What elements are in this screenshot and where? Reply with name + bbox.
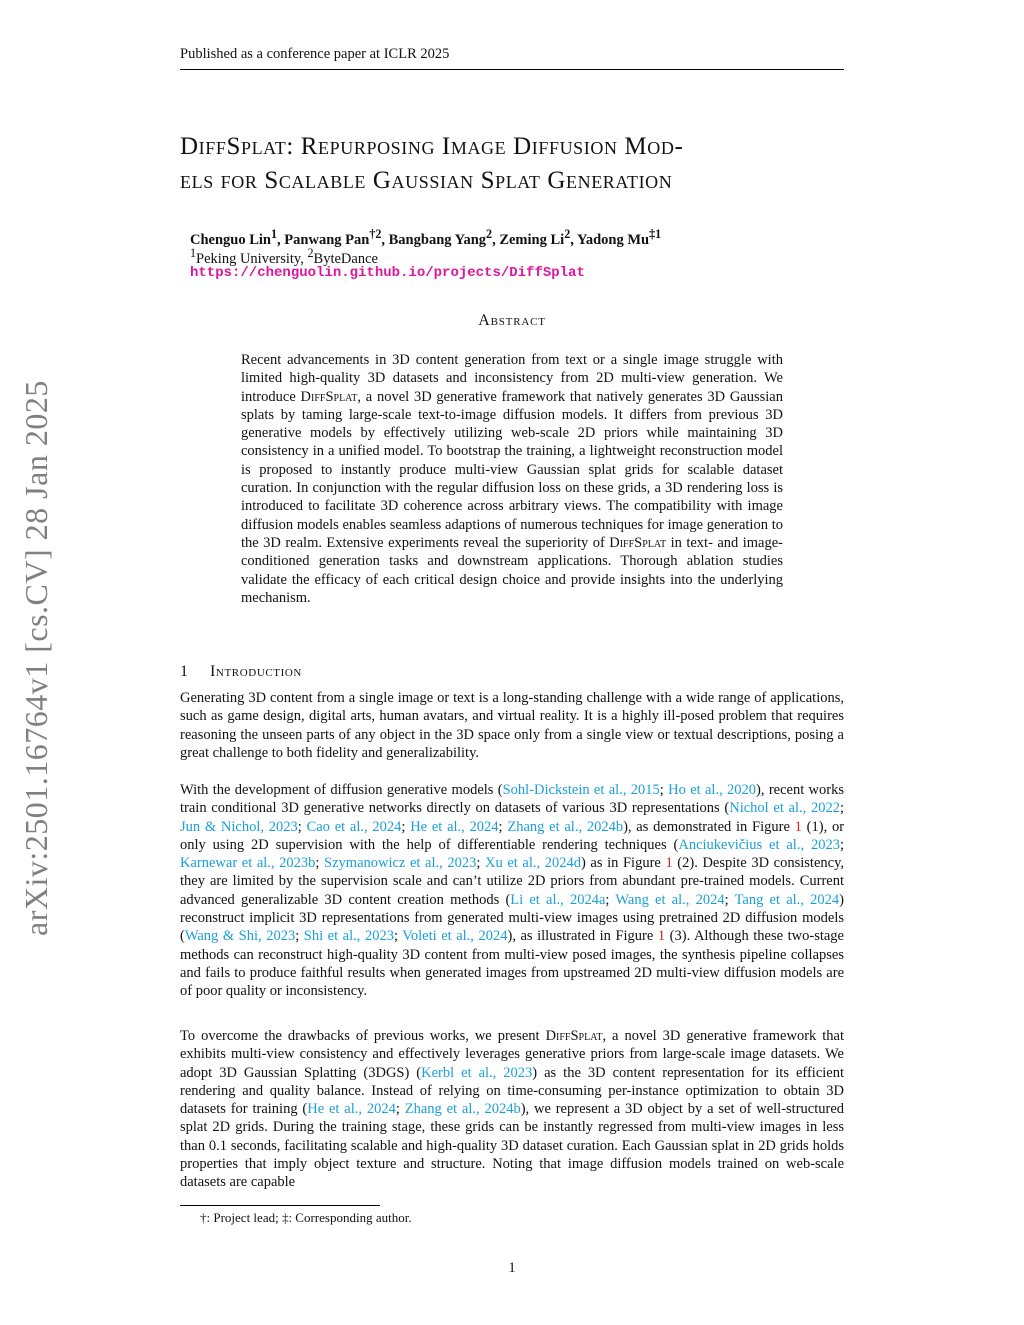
paragraph-text: ) as the 3D content representation for its efficient rendering and quality balance. Instead of relying on time-consuming per-instance optimization to obtain 3D datasets for training (	[180, 1064, 844, 1118]
method-name: DiffSplat	[545, 1028, 603, 1044]
figure-reference-link[interactable]: 1	[657, 928, 666, 945]
citation-link[interactable]: Shi et al., 2023	[303, 928, 394, 945]
citation-link[interactable]: He et al., 2024	[307, 1101, 396, 1118]
paragraph-text: To overcome the drawbacks of previous works, we present	[180, 1028, 546, 1044]
citation-link[interactable]: Voleti et al., 2024	[402, 928, 508, 945]
paragraph-text: (2). Despite 3D consistency, they are limited by the supervision scale and can’t utilize 2D priors from abundant pre-trained models. Current advanced generalizable 3D content creation methods (	[180, 855, 845, 908]
citation-link[interactable]: Tang et al., 2024	[734, 891, 840, 908]
paper-title	[180, 130, 844, 198]
paragraph-text: ), recent works train conditional 3D generative networks directly on datasets of various 3D representations (	[180, 782, 845, 817]
abstract-text: Recent advancements in 3D content generation from text or a single image struggle with limited high-quality 3D datasets and inconsistency from 2D multi-view generation. We introduce	[241, 352, 783, 405]
citation-link[interactable]: Anciukevičius et al., 2023	[678, 836, 840, 853]
author-affiliation-mark: 1	[271, 227, 278, 241]
author-name: Panwang Pan	[284, 231, 370, 248]
citation-link[interactable]: Kerbl et al., 2023	[421, 1064, 533, 1081]
abstract-text: in text- and image-conditioned generation tasks and downstream applications. Thorough ablation studies validate the efficacy of each critical design choice and provide insights into the underlying mechanism.	[241, 534, 784, 606]
project-url-link[interactable]: https://chenguolin.github.io/projects/DiffSplat	[190, 265, 585, 281]
paragraph-text: With the development of diffusion generative models (	[180, 782, 503, 798]
paragraph-text: ), as demonstrated in Figure	[623, 818, 795, 835]
author-affiliation-mark: ‡1	[649, 227, 662, 241]
author-separator: ,	[277, 231, 285, 248]
paragraph-text: (3). Although these two-stage methods can reconstruct high-quality 3D content from multi-view posed images, the synthesis pipeline collapses and fails to produce faithful results when generated images from upstreamed 2D multi-view diffusion models are of poor quality or inconsistency.	[180, 928, 844, 1000]
paragraph-text: , a novel 3D generative framework that exhibits multi-view consistency and effectively leverages generative priors from large-scale image datasets. We adopt 3D Gaussian Splatting (3DGS) (	[180, 1028, 844, 1081]
affiliation-text: Peking University,	[196, 250, 308, 267]
author-affiliation-mark: 2	[564, 227, 571, 241]
method-name: DiffSplat	[609, 534, 667, 551]
citation-link[interactable]: Sohl-Dickstein et al., 2015	[502, 782, 660, 798]
author-separator: ,	[492, 231, 500, 248]
citation-link[interactable]: Ho et al., 2020	[668, 782, 757, 798]
citation-link[interactable]: Nichol et al., 2022	[729, 800, 840, 817]
citation-link[interactable]: Zhang et al., 2024b	[404, 1101, 521, 1118]
citation-link[interactable]: Zhang et al., 2024b	[507, 818, 624, 835]
intro-paragraph-1: Generating 3D content from a single image or text is a long-standing challenge with a wide range of applications, such as game design, digital arts, human avatars, and virtual reality. It is a highly ill-posed problem that requires reasoning the unseen parts of any object in the 3D space only from a single view or textual descriptions, posing a great challenge to both fidelity and generalizability.	[180, 690, 844, 761]
author-affiliation-mark: 2	[486, 227, 493, 241]
citation-link[interactable]: Wang & Shi, 2023	[184, 928, 296, 945]
citation-link[interactable]: Szymanowicz et al., 2023	[324, 855, 477, 872]
title-line-1: DiffSplat: Repurposing Image Diffusion Mod-	[180, 133, 684, 160]
intro-paragraph-3: To overcome the drawbacks of previous works, we present DiffSplat, a novel 3D generative framework that exhibits multi-view consistency and effectively leverages generative priors from large-scale image datasets. We adopt 3D Gaussian Splatting (3DGS) (Kerbl et al., 2023) as the 3D content representation for its efficient rendering and quality balance. Instead of relying on time-consuming per-instance optimization to obtain 3D datasets for training (He et al., 2024; Zhang et al., 2024b), we represent a 3D object by a set of well-structured splat 2D grids. During the training stage, these grids can be instantly regressed from multi-view images in less than 0.1 seconds, facilitating scalable and high-quality 3D dataset curation. Each Gaussian splat in 2D grids holds properties that imply object texture and structure. Noting that image diffusion models trained on web-scale datasets are capable	[180, 1028, 845, 1191]
citation-link[interactable]: Li et al., 2024a	[510, 891, 606, 908]
method-name: DiffSplat	[300, 388, 358, 405]
citation-link[interactable]: Jun & Nichol, 2023	[180, 818, 298, 835]
author-name: Yadong Mu	[576, 231, 650, 248]
citation-link[interactable]: Karnewar et al., 2023b	[180, 855, 316, 872]
paragraph-text: ), we represent a 3D object by a set of well-structured splat 2D grids. During the training stage, these grids can be instantly regressed from multi-view images in less than 0.1 seconds, facilitating scalable and high-quality 3D dataset curation. Each Gaussian splat in 2D grids holds properties that imply object texture and structure. Noting that image diffusion models trained on web-scale datasets are capable	[180, 1101, 845, 1191]
citation-link[interactable]: Cao et al., 2024	[306, 818, 402, 835]
arxiv-identifier-stamp[interactable]: arXiv:2501.16764v1 [cs.CV] 28 Jan 2025	[18, 380, 54, 936]
affiliation-mark: 2	[307, 246, 314, 260]
footnote: †: Project lead; ‡: Corresponding author.	[200, 1210, 412, 1225]
paragraph-text: ), as illustrated in Figure	[507, 928, 658, 945]
abstract-body	[241, 351, 783, 607]
author-separator: ,	[570, 231, 577, 248]
abstract-text: , a novel 3D generative framework that natively generates 3D Gaussian splats by taming large-scale text-to-image diffusion models. It differs from previous 3D generative models by effectively utilizing web-scale 2D priors while maintaining 3D consistency in a unified model. To bootstrap the training, a lightweight reconstruction model is proposed to instantly produce multi-view Gaussian splat grids for scalable dataset curation. In conjunction with the regular diffusion loss on these grids, a 3D rendering loss is introduced to facilitate 3D coherence across arbitrary views. The compatibility with image diffusion models enables seamless adaptions of numerous techniques for image generation to the 3D realm. Extensive experiments reveal the superiority of	[241, 388, 783, 551]
running-header: Published as a conference paper at ICLR 2025	[180, 46, 844, 70]
figure-reference-link[interactable]: 1	[665, 855, 673, 872]
author-name: Chenguo Lin	[190, 231, 271, 248]
paragraph-text: (1), or only using 2D supervision with the help of differentiable rendering techniques (	[180, 818, 845, 853]
footnote-divider	[180, 1205, 380, 1206]
author-affiliation-mark: †2	[369, 227, 382, 241]
citation-link[interactable]: Xu et al., 2024d	[485, 855, 581, 872]
section-heading-introduction	[180, 663, 302, 681]
page-number: 1	[508, 1260, 516, 1276]
section-number: 1	[180, 663, 189, 680]
intro-paragraph-2: With the development of diffusion generative models (Sohl-Dickstein et al., 2015; Ho et al., 2020), recent works train conditional 3D generative networks directly on datasets of various 3D representations (Nichol et al., 2022; Jun & Nichol, 2023; Cao et al., 2024; He et al., 2024; Zhang et al., 2024b), as demonstrated in Figure 1 (1), or only using 2D supervision with the help of differentiable rendering techniques (Anciukevičius et al., 2023; Karnewar et al., 2023b; Szymanowicz et al., 2023; Xu et al., 2024d) as in Figure 1 (2). Despite 3D consistency, they are limited by the supervision scale and can’t utilize 2D priors from abundant pre-trained models. Current advanced generalizable 3D content creation methods (Li et al., 2024a; Wang et al., 2024; Tang et al., 2024) reconstruct implicit 3D representations from generated multi-view images using pretrained 2D diffusion models (Wang & Shi, 2023; Shi et al., 2023; Voleti et al., 2024), as illustrated in Figure 1 (3). Although these two-stage methods can reconstruct high-quality 3D content from multi-view posed images, the synthesis pipeline collapses and fails to produce faithful results when generated images from upstreamed 2D multi-view diffusion models are of poor quality or inconsistency.	[180, 782, 845, 1000]
paragraph-text: ) reconstruct implicit 3D representations from generated multi-view images using pretrained 2D diffusion models (	[180, 891, 844, 945]
title-line-2: els for Scalable Gaussian Splat Generation	[180, 167, 673, 194]
affiliation-text: ByteDance	[313, 250, 378, 267]
figure-reference-link[interactable]: 1	[794, 818, 802, 835]
author-name: Zeming Li	[499, 231, 565, 248]
affiliation-mark: 1	[190, 246, 197, 260]
section-title: Introduction	[210, 663, 302, 680]
author-separator: ,	[381, 231, 389, 248]
citation-link[interactable]: He et al., 2024	[410, 818, 499, 835]
paragraph-text: ) as in Figure	[580, 855, 666, 872]
abstract-heading: Abstract	[478, 312, 546, 329]
author-name: Bangbang Yang	[388, 231, 487, 248]
citation-link[interactable]: Wang et al., 2024	[615, 891, 725, 908]
